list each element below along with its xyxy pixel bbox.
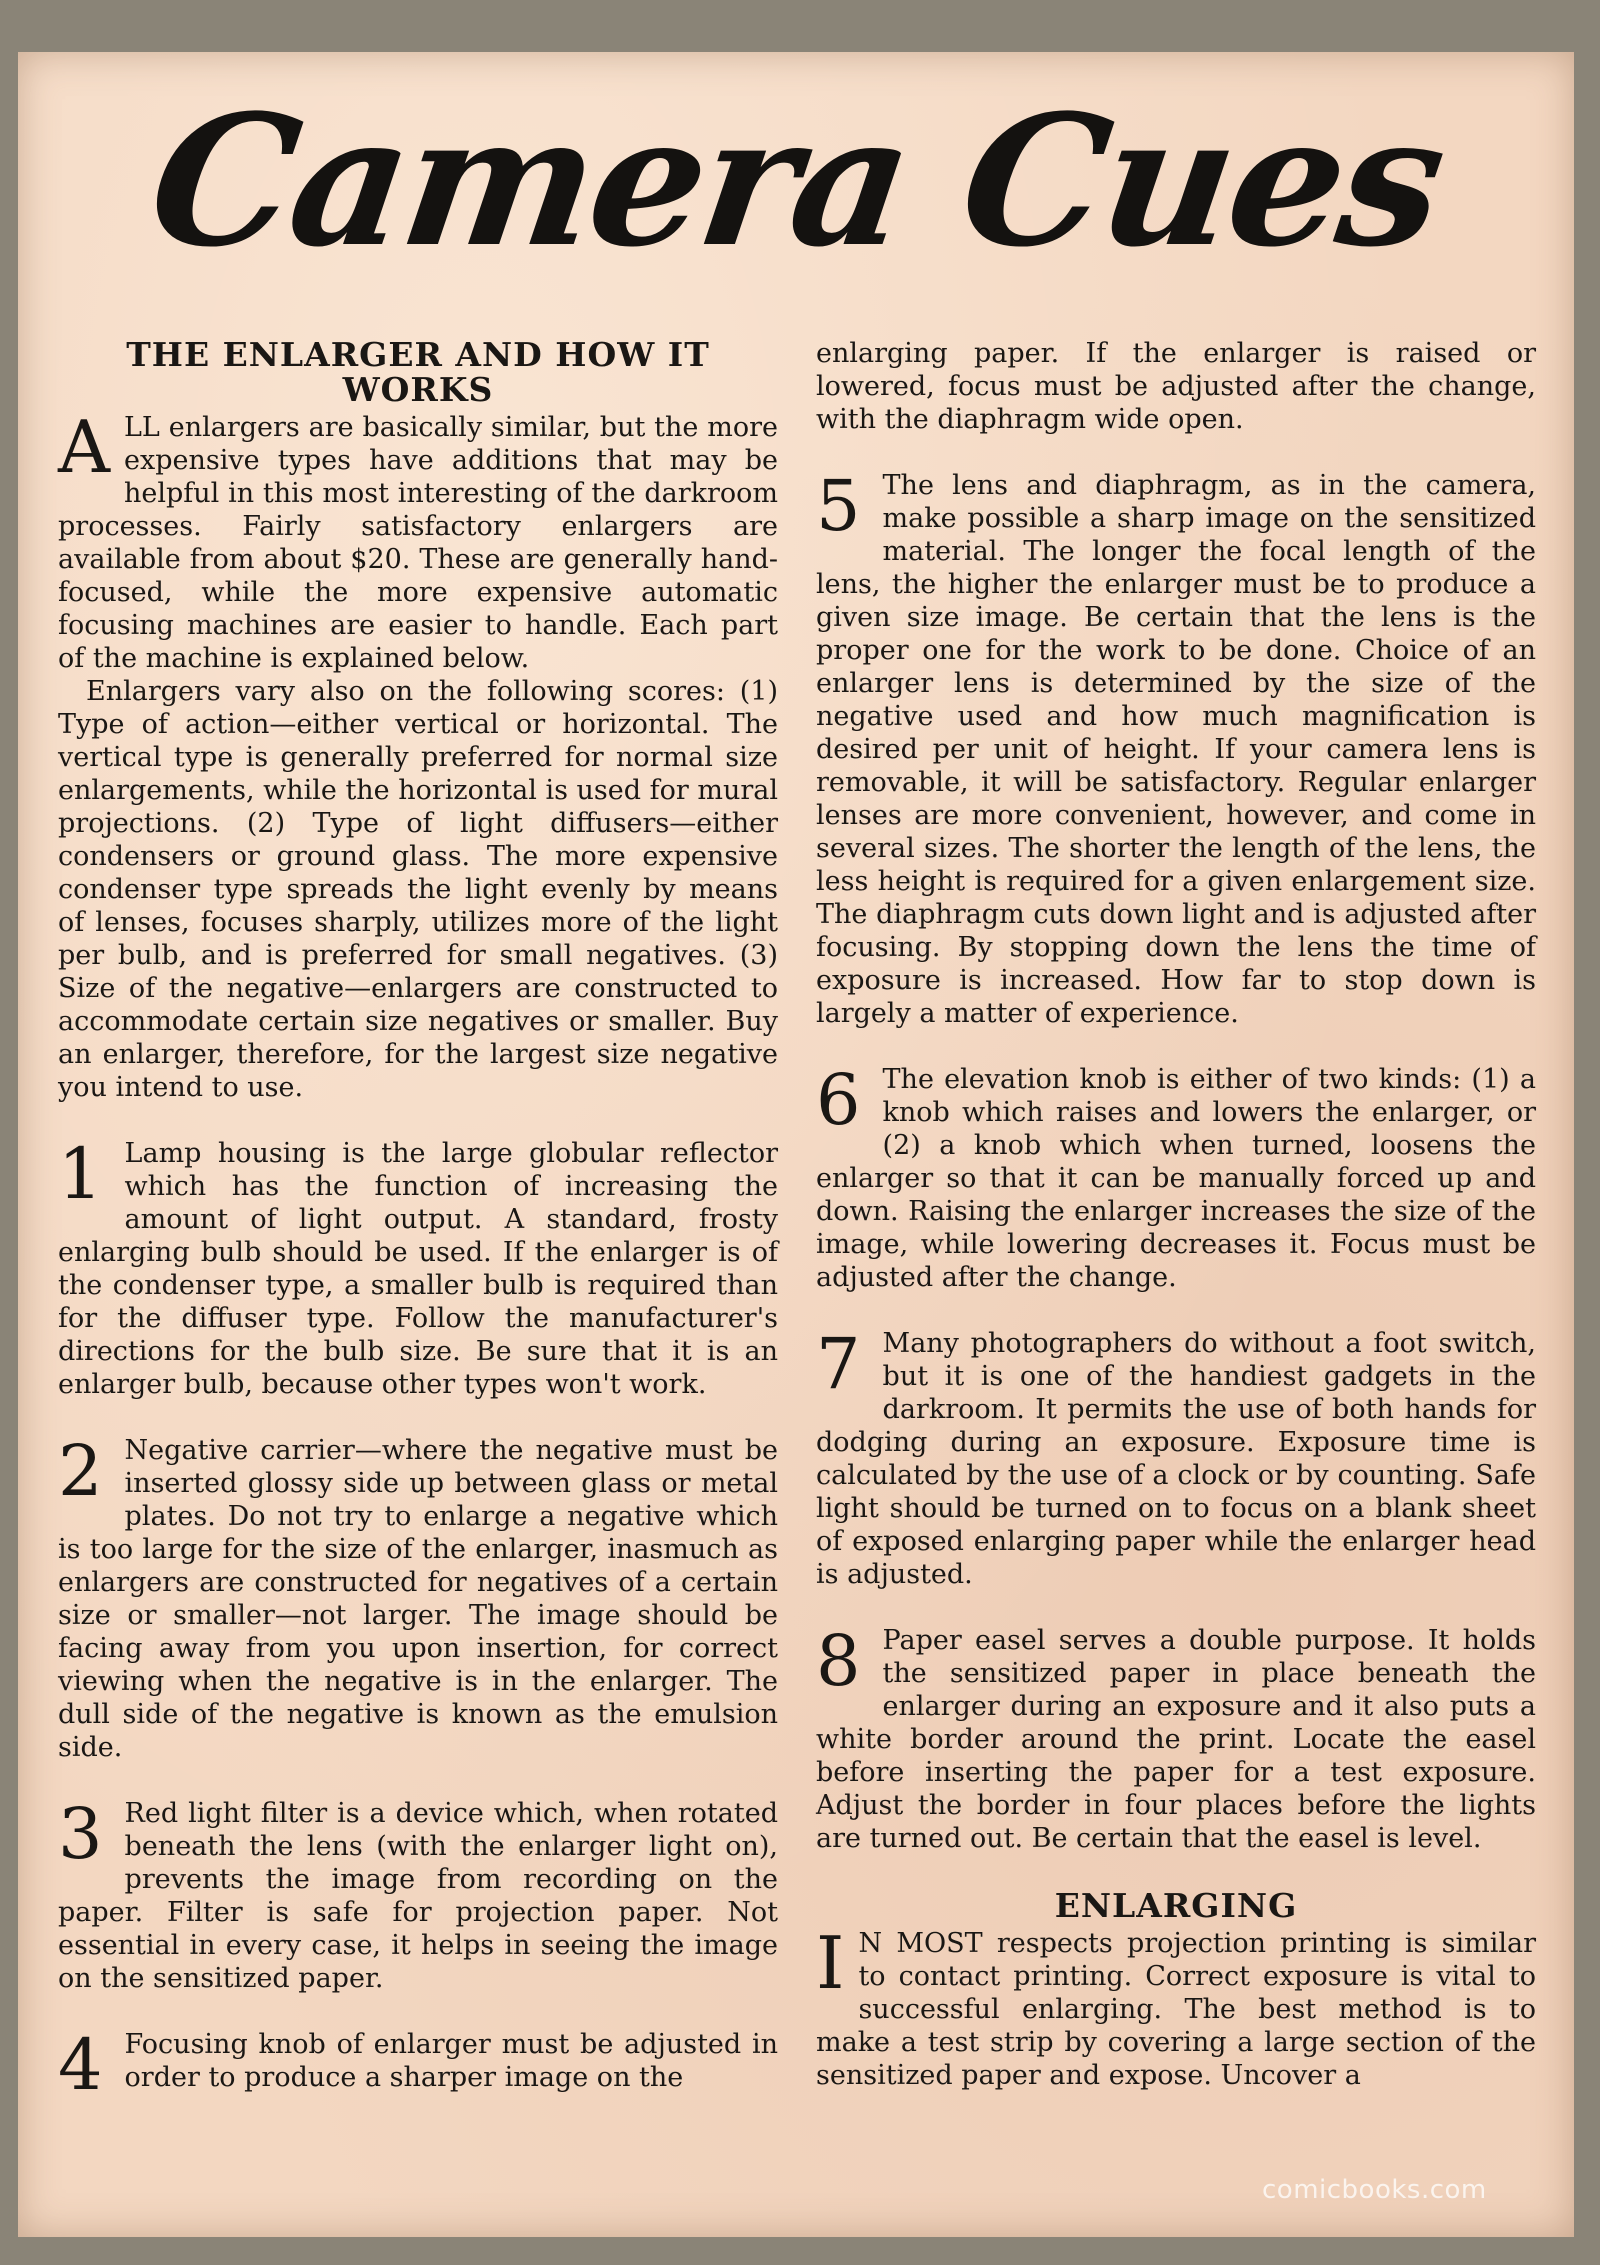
intro-paragraph xyxy=(58,405,778,675)
enlarging-paragraph xyxy=(816,1921,1536,2092)
enlarging-text: N MOST respects projection printing is similar to contact printing. Correct exposure is vital to successful enlarging. The best method is to make a test strip by covering a large section of the sensitized paper and expose. Uncover a xyxy=(816,1928,1536,2091)
intro-text: LL enlargers are basically similar, but the more expensive types have additions that may be helpful in this most interesting of the darkroom processes. Fairly satisfactory enlargers are available from about $20. These are generally hand-focused, while the more expensive automatic focusing machines are easier to handle. Each part of the machine is explained below. xyxy=(58,412,778,674)
right-column xyxy=(816,337,1536,2092)
item-text: Red light filter is a device which, when rotated beneath the lens (with the enlarger light on), prevents the image from recording on the paper. Filter is safe for projection paper. Not essential in every case, it helps in seeing the image on the sensitized paper. xyxy=(58,1798,778,1994)
item-text: Paper easel serves a double purpose. It holds the sensitized paper in place beneath the enlarger during an exposure and it also puts a white border around the print. Locate the easel before inserting the paper for a test exposure. Adjust the border in four places before the lights are turned out. Be certain that the easel is level. xyxy=(816,1625,1536,1854)
item-text: Focusing knob of enlarger must be adjusted in order to produce a sharper image on the xyxy=(124,2029,778,2093)
item-number: 1 xyxy=(58,1133,103,1215)
item-8 xyxy=(816,1620,1536,1855)
item-5 xyxy=(816,465,1536,1030)
item-6 xyxy=(816,1059,1536,1294)
item-number: 8 xyxy=(816,1620,861,1702)
drop-cap: I xyxy=(816,1921,845,2005)
item-text: Negative carrier—where the negative must be inserted glossy side up between glass or metal plates. Do not try to enlarge a negative which is too large for the size of the enlarger, inasmuch as enlargers are constructed for negatives of a certain size or smaller—not larger. The image should be facing away from you upon insertion, for correct viewing when the negative is in the enlarger. The dull side of the negative is known as the emulsion side. xyxy=(58,1435,778,1763)
enlarging-heading: ENLARGING xyxy=(1054,1886,1298,1925)
item-text: The elevation knob is either of two kinds: (1) a knob which raises and lowers the enlarger, or (2) a knob which when turned, loosens the enlarger so that it can be manually forced up and down. Raising the enlarger increases the size of the image, while lowering decreases it. Focus must be adjusted after the change. xyxy=(816,1064,1536,1293)
item-number: 6 xyxy=(816,1059,861,1141)
section-heading: THE ENLARGER AND HOW IT WORKS xyxy=(126,335,710,409)
page-title: Camera Cues xyxy=(138,76,1454,287)
item-number: 4 xyxy=(58,2024,103,2106)
item-2 xyxy=(58,1430,778,1764)
continued-paragraph: enlarging paper. If the enlarger is raised or lowered, focus must be adjusted after the change, with the diaphragm wide open. xyxy=(816,338,1536,435)
magazine-page xyxy=(18,52,1574,2237)
item-text: Lamp housing is the large globular reflector which has the function of increasing the amount of light output. A standard, frosty enlarging bulb should be used. If the enlarger is of the condenser type, a smaller bulb is required than for the diffuser type. Follow the manufacturer's directions for the bulb size. Be sure that it is an enlarger bulb, because other types won't work. xyxy=(58,1138,778,1400)
scores-paragraph: Enlargers vary also on the following scores: (1) Type of action—either vertical or horizontal. The vertical type is generally preferred for normal size enlargements, while the horizontal is used for mural projections. (2) Type of light diffusers—either condensers or ground glass. The more expensive condenser type spreads the light evenly by means of lenses, focuses sharply, utilizes more of the light per bulb, and is preferred for small negatives. (3) Size of the negative—enlargers are constructed to accommodate certain size negatives or smaller. Buy an enlarger, therefore, for the largest size negative you intend to use. xyxy=(58,676,778,1103)
item-text: The lens and diaphragm, as in the camera, make possible a sharp image on the sensitized material. The longer the focal length of the lens, the higher the enlarger must be to produce a given size image. Be certain that the lens is the proper one for the work to be done. Choice of an enlarger lens is determined by the size of the negative used and how much magnification is desired per unit of height. If your camera lens is removable, it will be satisfactory. Regular enlarger lenses are more convenient, however, and come in several sizes. The shorter the length of the lens, the less height is required for a given enlargement size. The diaphragm cuts down light and is adjusted after focusing. By stopping down the lens the time of exposure is increased. How far to stop down is largely a matter of experience. xyxy=(816,470,1536,1029)
item-1 xyxy=(58,1133,778,1401)
item-4 xyxy=(58,2024,778,2106)
item-number: 2 xyxy=(58,1430,103,1512)
item-3 xyxy=(58,1793,778,1995)
item-number: 5 xyxy=(816,465,861,547)
drop-cap: A xyxy=(58,405,110,489)
left-column xyxy=(58,335,778,2106)
item-7 xyxy=(816,1323,1536,1591)
item-number: 3 xyxy=(58,1793,103,1875)
item-number: 7 xyxy=(816,1323,861,1405)
item-text: Many photographers do without a foot switch, but it is one of the handiest gadgets in the darkroom. It permits the use of both hands for dodging during an exposure. Exposure time is calculated by the use of a clock or by counting. Safe light should be turned on to focus on a blank sheet of exposed enlarging paper while the enlarger head is adjusted. xyxy=(816,1328,1536,1590)
watermark: comicbooks.com xyxy=(1262,2175,1487,2205)
